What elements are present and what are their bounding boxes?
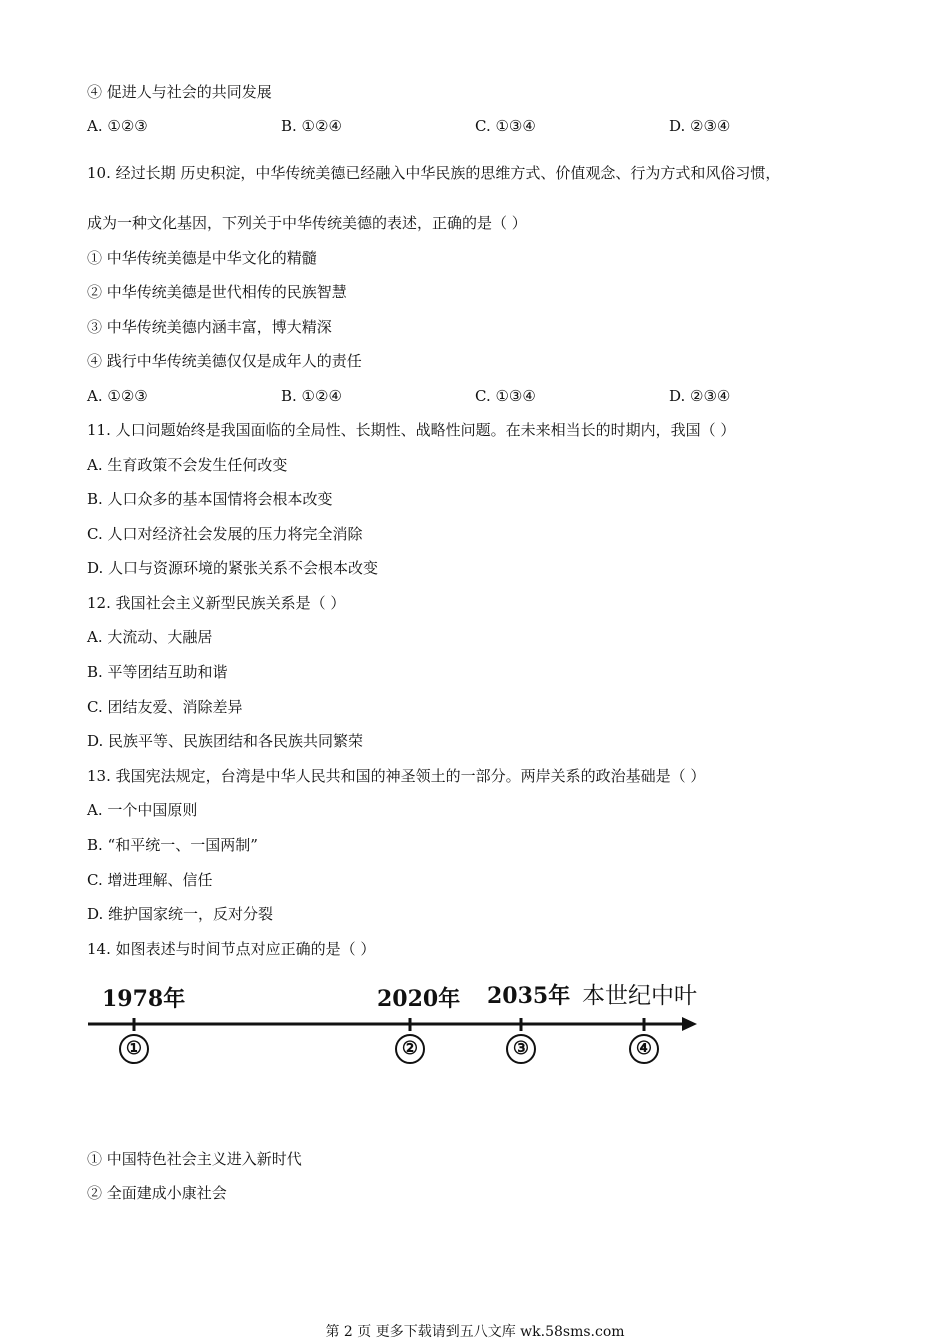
q10-statement: ④ 践行中华传统美德仅仅是成年人的责任 xyxy=(87,352,362,370)
timeline-label-2035: 2035年 xyxy=(487,983,571,1009)
q11-option-a: A. 生育政策不会发生任何改变 xyxy=(87,456,288,474)
q10-option-c: C. ①③④ xyxy=(475,387,536,405)
q13-option-d: D. 维护国家统一，反对分裂 xyxy=(87,905,274,923)
q14-statement: ① 中国特色社会主义进入新时代 xyxy=(87,1150,302,1168)
question-13-stem: 13. 我国宪法规定，台湾是中华人民共和国的神圣领土的一部分。两岸关系的政治基础是（ ） xyxy=(87,767,706,785)
timeline-arrow-icon xyxy=(682,1017,697,1031)
timeline-label-2020: 2020年 xyxy=(377,986,461,1012)
q13-option-a: A. 一个中国原则 xyxy=(87,801,198,819)
q13-option-c: C. 增进理解、信任 xyxy=(87,871,213,889)
q13-option-b: B. “和平统一、一国两制” xyxy=(87,836,258,854)
q12-option-c: C. 团结友爱、消除差异 xyxy=(87,698,243,716)
q10-option-a: A. ①②③ xyxy=(87,387,148,405)
q10-statement: ② 中华传统美德是世代相传的民族智慧 xyxy=(87,283,347,301)
question-11-stem: 11. 人口问题始终是我国面临的全局性、长期性、战略性问题。在未来相当长的时期内，我国（ ） xyxy=(87,421,736,439)
q10-option-b: B. ①②④ xyxy=(281,387,342,405)
option-b: B. ①②④ xyxy=(281,117,342,135)
question-14-stem: 14. 如图表述与时间节点对应正确的是（ ） xyxy=(87,940,376,958)
question-10-stem-cont: 成为一种文化基因，下列关于中华传统美德的表述，正确的是（ ） xyxy=(87,214,527,232)
q12-option-d: D. 民族平等、民族团结和各民族共同繁荣 xyxy=(87,732,364,750)
timeline-label-mid-century: 本世纪中叶 xyxy=(582,983,697,1009)
page-footer: 第 2 页 更多下载请到五八文库 wk.58sms.com xyxy=(325,1324,625,1340)
timeline-marker-3: ③ xyxy=(506,1034,536,1064)
q11-option-b: B. 人口众多的基本国情将会根本改变 xyxy=(87,490,333,508)
statement-4: ④ 促进人与社会的共同发展 xyxy=(87,83,272,101)
option-d: D. ②③④ xyxy=(669,117,731,135)
timeline-label-1978: 1978年 xyxy=(102,986,186,1012)
q12-option-b: B. 平等团结互助和谐 xyxy=(87,663,228,681)
q12-option-a: A. 大流动、大融居 xyxy=(87,628,213,646)
timeline-marker-2: ② xyxy=(395,1034,425,1064)
timeline-marker-1: ① xyxy=(119,1034,149,1064)
question-10-stem: 10. 经过长期 历史积淀，中华传统美德已经融入中华民族的思维方式、价值观念、行为方式和风俗习惯， xyxy=(87,164,781,182)
option-a: A. ①②③ xyxy=(87,117,148,135)
timeline-marker-4: ④ xyxy=(629,1034,659,1064)
question-12-stem: 12. 我国社会主义新型民族关系是（ ） xyxy=(87,594,346,612)
q11-option-c: C. 人口对经济社会发展的压力将完全消除 xyxy=(87,525,363,543)
q10-statement: ① 中华传统美德是中华文化的精髓 xyxy=(87,249,317,267)
q11-option-d: D. 人口与资源环境的紧张关系不会根本改变 xyxy=(87,559,379,577)
q14-statement: ② 全面建成小康社会 xyxy=(87,1184,227,1202)
option-c: C. ①③④ xyxy=(475,117,536,135)
q10-option-d: D. ②③④ xyxy=(669,387,731,405)
q10-statement: ③ 中华传统美德内涵丰富，博大精深 xyxy=(87,318,332,336)
